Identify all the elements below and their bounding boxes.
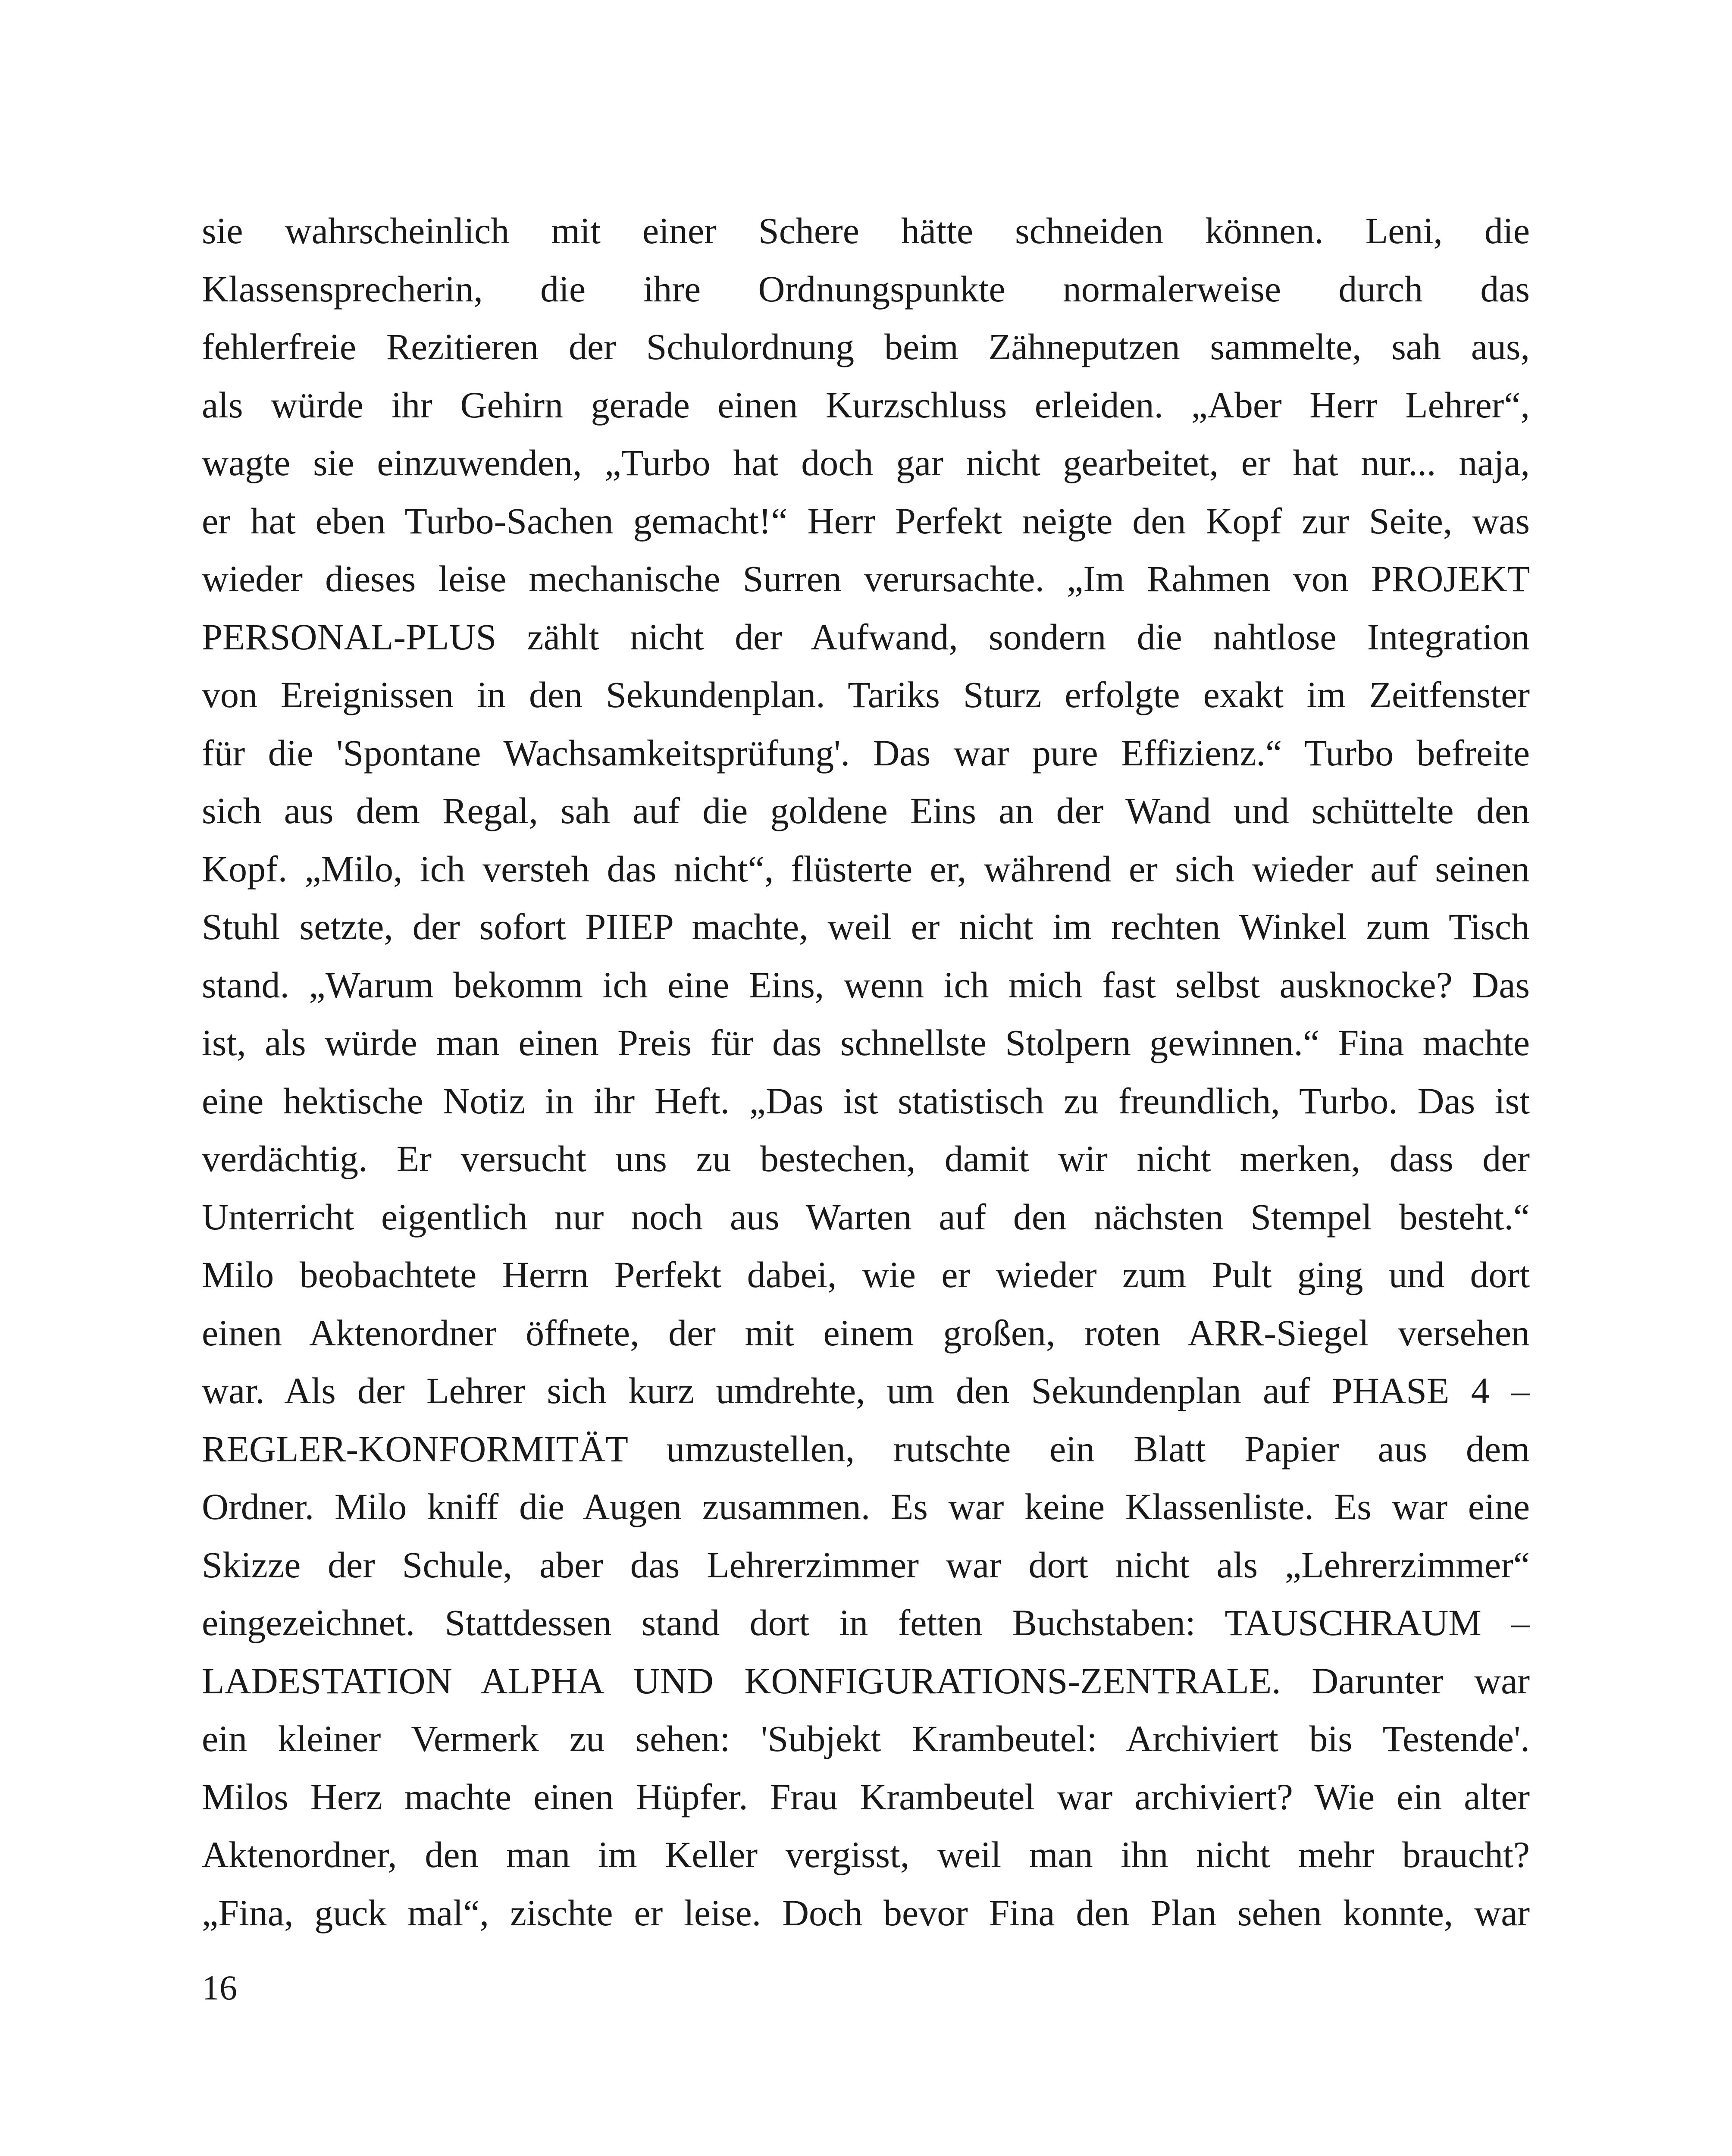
text-line: eingezeichnet. Stattdessen stand dort in fetten Buchstaben: TAUSCHRAUM –	[202, 1602, 1530, 1643]
text-line: Ordner. Milo kniff die Augen zusammen. Es war keine Klassenliste. Es war eine	[202, 1486, 1530, 1527]
text-line: sie wahrscheinlich mit einer Schere hätte schneiden können. Leni, die	[202, 210, 1530, 251]
text-line: REGLER-KONFORMITÄT umzustellen, rutschte ein Blatt Papier aus dem	[202, 1428, 1530, 1470]
text-line: Milo beobachtete Herrn Perfekt dabei, wie er wieder zum Pult ging und dort	[202, 1254, 1530, 1295]
text-line: wieder dieses leise mechanische Surren verursachte. „Im Rahmen von PROJEKT	[202, 558, 1530, 599]
text-line: von Ereignissen in den Sekundenplan. Tariks Sturz erfolgte exakt im Zeitfenster	[202, 674, 1530, 715]
text-line: als würde ihr Gehirn gerade einen Kurzschluss erleiden. „Aber Herr Lehrer“,	[202, 384, 1530, 426]
text-line: „Fina, guck mal“, zischte er leise. Doch bevor Fina den Plan sehen konnte, war	[202, 1892, 1530, 1934]
text-line: Stuhl setzte, der sofort PIIEP machte, weil er nicht im rechten Winkel zum Tisch	[202, 906, 1530, 947]
text-line: er hat eben Turbo-Sachen gemacht!“ Herr Perfekt neigte den Kopf zur Seite, was	[202, 500, 1530, 542]
text-line: sich aus dem Regal, sah auf die goldene Eins an der Wand und schüttelte den	[202, 790, 1530, 831]
text-line: eine hektische Notiz in ihr Heft. „Das ist statistisch zu freundlich, Turbo. Das ist	[202, 1080, 1530, 1122]
text-line: stand. „Warum bekomm ich eine Eins, wenn ich mich fast selbst ausknocke? Das	[202, 964, 1530, 1006]
text-line: einen Aktenordner öffnete, der mit einem großen, roten ARR-Siegel versehen	[202, 1312, 1530, 1354]
text-line: verdächtig. Er versucht uns zu bestechen, damit wir nicht merken, dass der	[202, 1138, 1530, 1179]
text-line: fehlerfreie Rezitieren der Schulordnung beim Zähneputzen sammelte, sah aus,	[202, 326, 1530, 367]
text-line: wagte sie einzuwenden, „Turbo hat doch gar nicht gearbeitet, er hat nur... naja,	[202, 442, 1530, 483]
text-line: Milos Herz machte einen Hüpfer. Frau Krambeutel war archiviert? Wie ein alter	[202, 1776, 1530, 1818]
text-line: PERSONAL-PLUS zählt nicht der Aufwand, sondern die nahtlose Integration	[202, 616, 1530, 658]
text-line: LADESTATION ALPHA UND KONFIGURATIONS-ZENTRALE. Darunter war	[202, 1660, 1530, 1702]
text-line: war. Als der Lehrer sich kurz umdrehte, um den Sekundenplan auf PHASE 4 –	[202, 1370, 1530, 1411]
text-line: für die 'Spontane Wachsamkeitsprüfung'. Das war pure Effizienz.“ Turbo befreite	[202, 732, 1530, 774]
text-line: Aktenordner, den man im Keller vergisst, weil man ihn nicht mehr braucht?	[202, 1834, 1530, 1875]
page-number: 16	[202, 1968, 237, 2007]
text-line: ist, als würde man einen Preis für das schnellste Stolpern gewinnen.“ Fina machte	[202, 1022, 1530, 1063]
text-line: Skizze der Schule, aber das Lehrerzimmer war dort nicht als „Lehrerzimmer“	[202, 1544, 1530, 1586]
body-text	[202, 202, 1530, 1942]
text-line: Kopf. „Milo, ich versteh das nicht“, flüsterte er, während er sich wieder auf seinen	[202, 848, 1530, 890]
text-line: Klassensprecherin, die ihre Ordnungspunkte normalerweise durch das	[202, 268, 1530, 310]
text-line: Unterricht eigentlich nur noch aus Warten auf den nächsten Stempel besteht.“	[202, 1196, 1530, 1238]
text-line: ein kleiner Vermerk zu sehen: 'Subjekt Krambeutel: Archiviert bis Testende'.	[202, 1718, 1530, 1759]
